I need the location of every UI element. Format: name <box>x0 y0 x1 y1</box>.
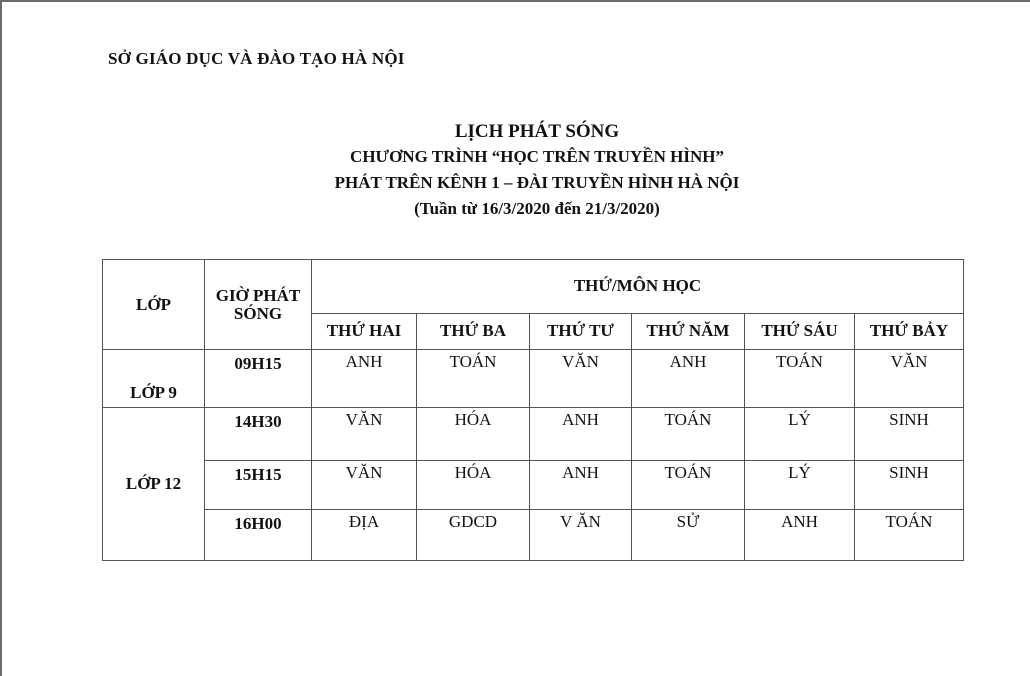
subject-cell: V ĂN <box>530 510 632 561</box>
organization-name: SỞ GIÁO DỤC VÀ ĐÀO TẠO HÀ NỘI <box>108 49 405 68</box>
table-row <box>103 408 964 461</box>
program-name: CHƯƠNG TRÌNH “HỌC TRÊN TRUYỀN HÌNH” <box>350 147 724 166</box>
subject-cell: ANH <box>632 350 745 408</box>
class-label: LỚP 9 <box>103 350 205 408</box>
subject-cell: TOÁN <box>632 408 745 461</box>
subject-cell: VĂN <box>530 350 632 408</box>
schedule-title: LỊCH PHÁT SÓNG <box>454 121 620 142</box>
subject-cell: VĂN <box>855 350 964 408</box>
subject-cell: HÓA <box>417 461 530 510</box>
header-row <box>103 260 964 314</box>
broadcast-time: 14H30 <box>205 408 312 461</box>
col-header-day-subject: THỨ/MÔN HỌC <box>312 260 964 314</box>
day-header: THỨ TƯ <box>530 313 632 349</box>
day-header: THỨ SÁU <box>745 313 855 349</box>
title-block <box>2 120 1030 222</box>
table-row <box>103 510 964 561</box>
subject-cell: TOÁN <box>417 350 530 408</box>
col-header-time: GIỜ PHÁT SÓNG <box>205 260 312 350</box>
subject-cell: TOÁN <box>745 350 855 408</box>
day-header: THỨ HAI <box>312 313 417 349</box>
subject-cell: ANH <box>312 350 417 408</box>
subject-cell: TOÁN <box>632 461 745 510</box>
subject-cell: ANH <box>745 510 855 561</box>
day-header: THỨ NĂM <box>632 313 745 349</box>
table-row <box>103 350 964 408</box>
subject-cell: TOÁN <box>855 510 964 561</box>
subject-cell: LÝ <box>745 408 855 461</box>
broadcast-time: 09H15 <box>205 350 312 408</box>
subject-cell: SỬ <box>632 510 745 561</box>
subject-cell: ANH <box>530 408 632 461</box>
broadcast-time: 16H00 <box>205 510 312 561</box>
col-header-class: LỚP <box>103 260 205 350</box>
subject-cell: HÓA <box>417 408 530 461</box>
subject-cell: SINH <box>855 408 964 461</box>
subject-cell: ĐỊA <box>312 510 417 561</box>
table-row <box>103 461 964 510</box>
subject-cell: SINH <box>855 461 964 510</box>
schedule-table <box>102 259 964 561</box>
subject-cell: VĂN <box>312 408 417 461</box>
day-header: THỨ BẢY <box>855 313 964 349</box>
class-label: LỚP 12 <box>103 408 205 561</box>
subject-cell: GDCD <box>417 510 530 561</box>
subject-cell: LÝ <box>745 461 855 510</box>
week-range: (Tuần từ 16/3/2020 đến 21/3/2020) <box>414 199 660 218</box>
subject-cell: ANH <box>530 461 632 510</box>
broadcast-time: 15H15 <box>205 461 312 510</box>
day-header: THỨ BA <box>417 313 530 349</box>
subject-cell: VĂN <box>312 461 417 510</box>
channel-info: PHÁT TRÊN KÊNH 1 – ĐÀI TRUYỀN HÌNH HÀ NỘI <box>334 173 740 192</box>
